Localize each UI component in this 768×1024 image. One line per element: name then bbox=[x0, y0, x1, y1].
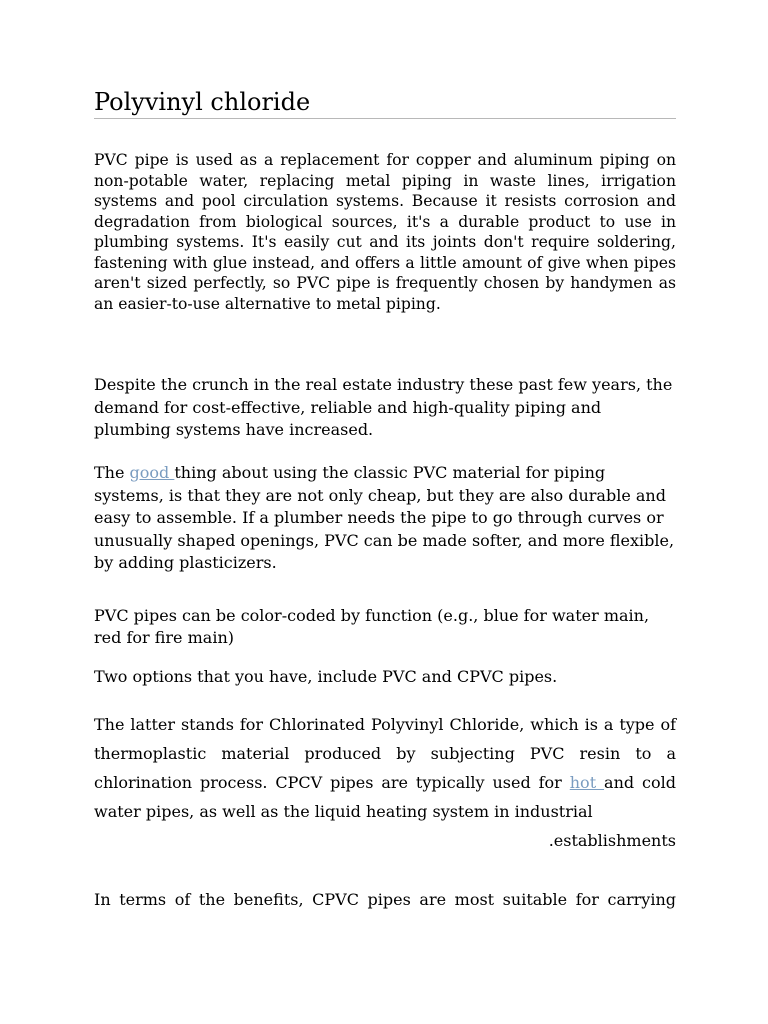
hot-link[interactable]: hot bbox=[569, 773, 605, 792]
paragraph-text: The bbox=[94, 463, 130, 482]
paragraph-cpvc-definition bbox=[94, 710, 676, 855]
paragraph-classic-pvc bbox=[94, 462, 676, 575]
paragraph-text: thing about using the classic PVC material for piping systems, is that they are not only cheap, but they are also durable and easy to assemble. If a plumber needs the pipe to go through curves or unusually shaped openings, PVC can be made softer, and more flexible, by adding plasticizers. bbox=[94, 463, 675, 572]
paragraph-cpvc-benefits: In terms of the benefits, CPVC pipes are most suitable for carrying bbox=[94, 890, 676, 909]
paragraph-pvc-pipe-uses: PVC pipe is used as a replacement for copper and aluminum piping on non-potable water, replacing metal piping in waste lines, irrigation systems and pool circulation systems. Because it resists corrosion and degradation from biological sources, it's a durable product to use in plumbing systems. It's easily cut and its joints don't require soldering, fastening with glue instead, and offers a little amount of give when pipes aren't sized perfectly, so PVC pipe is frequently chosen by handymen as an easier-to-use alternative to metal piping. bbox=[94, 151, 676, 313]
good-link[interactable]: good bbox=[129, 463, 175, 482]
paragraph-text: and cold water pipes, as well as the liquid heating system in industrial bbox=[94, 773, 677, 821]
paragraph-demand: Despite the crunch in the real estate industry these past few years, the demand for cost-effective, reliable and high-quality piping and plumbing systems have increased. bbox=[94, 375, 673, 439]
paragraph-text: The latter stands for Chlorinated Polyvinyl Chloride, which is a type of thermoplastic material produced by subjecting PVC resin to a chlorination process. CPCV pipes are typically used for bbox=[94, 715, 676, 792]
paragraph-color-coded: PVC pipes can be color-coded by function (e.g., blue for water main, red for fire main) bbox=[94, 606, 650, 647]
paragraph-last-line: .establishments bbox=[548, 831, 676, 850]
paragraph-two-options: Two options that you have, include PVC and CPVC pipes. bbox=[94, 667, 558, 686]
page-title: Polyvinyl chloride bbox=[94, 86, 676, 119]
